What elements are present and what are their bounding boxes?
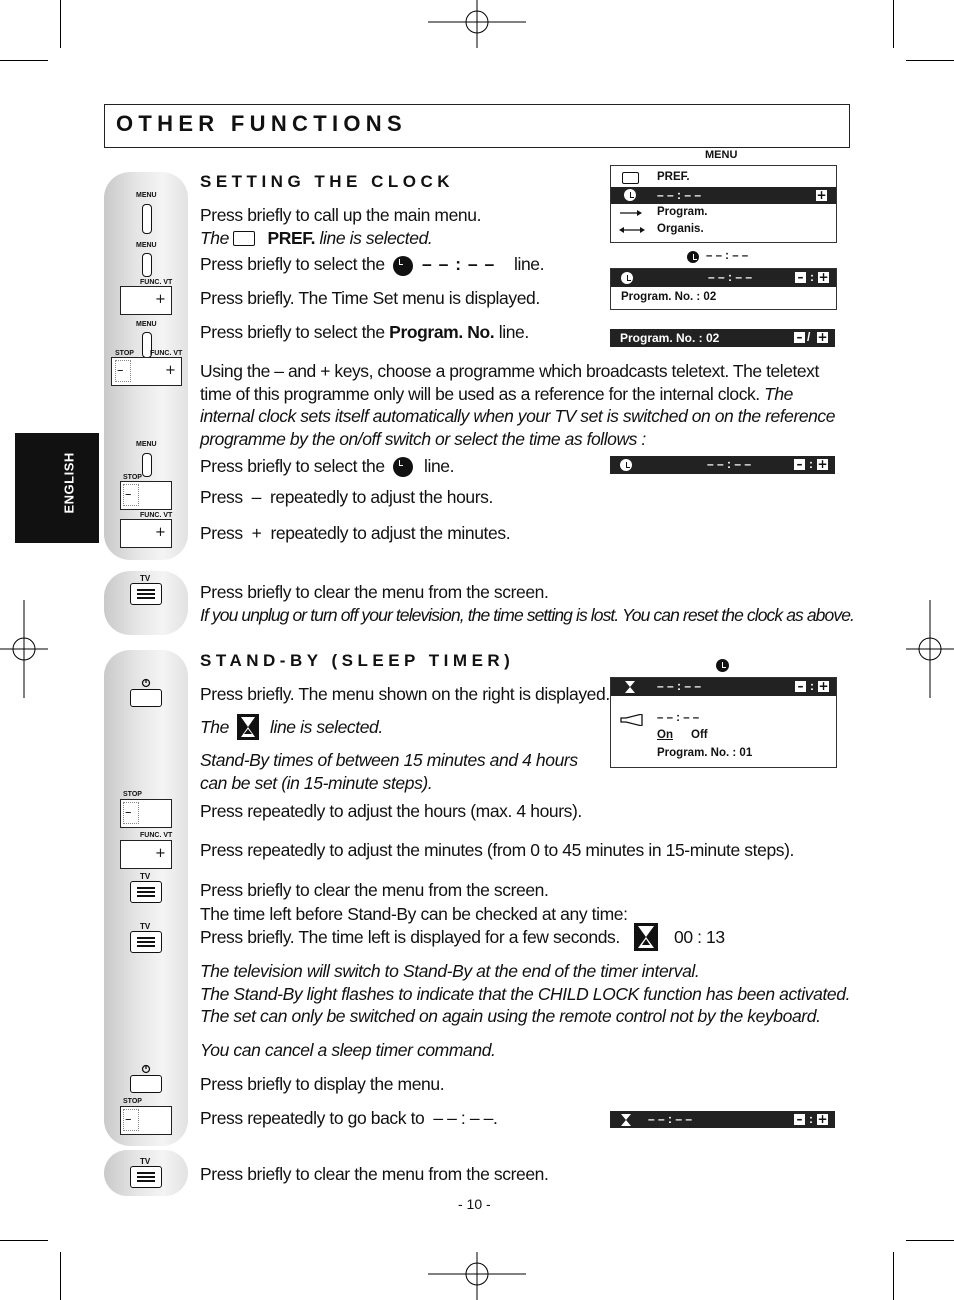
osd-time-bar[interactable]: [610, 456, 835, 474]
stop-label: STOP: [123, 474, 142, 481]
func-vt-label: FUNC. VT: [140, 512, 173, 519]
standby-step-6: The time left before Stand-By can be checked at any time:: [200, 904, 628, 924]
plus-key[interactable]: +: [120, 519, 172, 548]
clock-step-4: Press briefly. The Time Set menu is displayed.: [200, 288, 540, 308]
menu-key-label: MENU: [136, 242, 157, 249]
standby-italic-3: The set can only be switched on again using the remote control not by the keyboard.: [200, 1006, 821, 1026]
osd-main-menu: [610, 165, 837, 243]
time-reset-value: – – : – –.: [433, 1108, 498, 1128]
menu-key[interactable]: [142, 453, 152, 477]
func-vt-label: FUNC. VT: [140, 832, 173, 839]
text-span: repeatedly to adjust the hours.: [269, 487, 493, 507]
clock-step-8: [200, 522, 510, 545]
menu-key[interactable]: [142, 253, 152, 277]
osd-organis: Organis.: [657, 223, 704, 235]
line-word: line.: [514, 254, 545, 274]
menu-key-label: MENU: [136, 441, 157, 448]
clock-step-9: Press briefly to clear the menu from the screen.: [200, 582, 549, 602]
osd-time: – – : – –: [657, 679, 702, 693]
func-vt-label: FUNC. VT: [140, 279, 173, 286]
plus-key[interactable]: +: [120, 286, 172, 315]
osd-program-no: Program. No. : 01: [657, 747, 753, 759]
clock-icon: [687, 251, 699, 263]
tv-key[interactable]: [130, 583, 162, 605]
clock-step-6: Press briefly to select the: [200, 456, 385, 476]
standby-note-a: Stand-By times of between 15 minutes and 4 hours: [200, 750, 578, 770]
osd-program-no: Program. No. : 02: [620, 331, 720, 345]
standby-key[interactable]: [130, 689, 162, 707]
plus-icon: +: [816, 188, 827, 202]
hourglass-icon: [624, 680, 636, 694]
minus-key[interactable]: –: [120, 1106, 172, 1135]
osd-sleep-menu: [610, 677, 837, 768]
osd-program: Program.: [657, 206, 708, 218]
crop-mark: [893, 1252, 894, 1300]
osd-time-title: – – : – –: [706, 250, 749, 262]
osd-time: – – : – –: [708, 270, 753, 284]
osd-program-no: Program. No. : 02: [621, 291, 717, 303]
hourglass-icon: [620, 1113, 632, 1127]
plus-icon: +: [818, 679, 829, 693]
standby-step-8: Press briefly to display the menu.: [200, 1074, 445, 1094]
registration-mark-bottom: [428, 1252, 526, 1300]
plus-key[interactable]: +: [120, 840, 172, 869]
func-vt-label: FUNC. VT: [150, 350, 183, 357]
power-icon: [141, 1064, 151, 1074]
tv-key[interactable]: [130, 881, 162, 903]
osd-time-menu: [610, 268, 837, 310]
standby-italic-4: You can cancel a sleep timer command.: [200, 1040, 496, 1060]
standby-step-3: Press repeatedly to adjust the hours (max. 4 hours).: [200, 801, 582, 821]
menu-key-label: MENU: [136, 321, 157, 328]
clock-step-3: [200, 253, 385, 276]
colon: :: [809, 457, 813, 471]
osd-time: – – : – –: [657, 712, 700, 724]
text-span: Press briefly to select the: [200, 322, 385, 342]
osd-sleep-bar[interactable]: [610, 1111, 835, 1128]
clock-note: If you unplug or turn off your television, the time setting is lost. You can reset the clock as above.: [200, 605, 854, 625]
crop-mark: [0, 1240, 48, 1241]
clock-icon: [620, 459, 632, 471]
crop-mark: [60, 1252, 61, 1300]
line-selected: line is selected.: [270, 717, 383, 737]
stop-label: STOP: [123, 1098, 142, 1105]
text-span: Press repeatedly to go back to: [200, 1108, 425, 1128]
colon: :: [810, 679, 814, 693]
page-title: OTHER FUNCTIONS: [116, 111, 407, 136]
time-line-label: – – : – –: [422, 254, 496, 274]
time-left-value: 00 : 13: [674, 927, 725, 947]
arrow-right-icon: [619, 208, 645, 218]
menu-key-label: MENU: [136, 192, 157, 199]
minus-key[interactable]: –: [120, 799, 172, 828]
minus-icon: –: [794, 1114, 805, 1125]
text-span: line is selected.: [319, 228, 433, 248]
standby-italic-1: The television will switch to Stand-By at the end of the timer interval.: [200, 961, 700, 981]
registration-mark-left: [0, 600, 48, 698]
crop-mark: [0, 60, 48, 61]
clock-icon: [621, 272, 633, 284]
osd-time: – – : – –: [648, 1112, 693, 1126]
clock-icon: [393, 256, 413, 276]
standby-step-2: The: [200, 717, 229, 737]
standby-step-9: [200, 1107, 497, 1130]
osd-time-row-selected[interactable]: [611, 187, 836, 204]
clock-step-2: [200, 227, 432, 250]
tv-key-label: TV: [140, 872, 151, 881]
standby-step-5: Press briefly to clear the menu from the screen.: [200, 880, 549, 900]
section-heading-standby: STAND-BY (SLEEP TIMER): [200, 651, 515, 670]
osd-program-no-bar[interactable]: [610, 329, 835, 347]
plus-icon: +: [817, 1112, 828, 1126]
text-span: Press: [200, 487, 243, 507]
clock-step-7: [200, 486, 493, 509]
tv-key-label: TV: [140, 574, 151, 583]
standby-note-b: can be set (in 15-minute steps).: [200, 773, 433, 793]
minus-icon: –: [795, 681, 806, 692]
stop-label: STOP: [115, 350, 134, 357]
registration-mark-top: [428, 0, 526, 48]
stop-label: STOP: [123, 791, 142, 798]
clock-icon: [393, 457, 413, 477]
minus-icon: –: [794, 459, 805, 470]
clock-step-5: [200, 321, 529, 344]
osd-on[interactable]: On: [657, 729, 673, 741]
standby-key[interactable]: [130, 1075, 162, 1093]
tv-key[interactable]: [130, 1166, 162, 1188]
osd-time: – – : – –: [707, 457, 752, 471]
page-number: - 10 -: [458, 1196, 491, 1212]
registration-mark-right: [906, 600, 954, 698]
osd-off[interactable]: Off: [691, 729, 708, 741]
plus-icon: +: [818, 270, 829, 284]
text-span: Press briefly to select the: [200, 254, 385, 274]
text-span: The: [200, 228, 229, 248]
text-span: The internal clock sets itself automatically when your TV set is switched on on the reference programme by the on/off switch or select the time as follows :: [200, 383, 835, 450]
standby-step-4: Press repeatedly to adjust the minutes (from 0 to 45 minutes in 15-minute steps).: [200, 840, 795, 860]
hourglass-icon: [634, 923, 658, 951]
minus-key[interactable]: –: [120, 481, 172, 510]
standby-step-1: Press briefly. The menu shown on the right is displayed.: [200, 684, 610, 704]
clock-icon: [624, 189, 636, 201]
standby-step-7: Press briefly. The time left is displayed for a few seconds.: [200, 927, 620, 947]
osd-time-row-selected[interactable]: [611, 269, 836, 287]
tv-screen-icon: [233, 231, 255, 246]
text-span: Press: [200, 523, 243, 543]
plus-key-ref: +: [251, 523, 262, 543]
crop-mark: [906, 60, 954, 61]
colon: :: [810, 270, 814, 284]
tv-key[interactable]: [130, 931, 162, 953]
minus-key-ref: –: [251, 487, 262, 507]
osd-menu-title: MENU: [705, 149, 738, 161]
menu-key[interactable]: [142, 204, 152, 234]
clock-icon: [716, 659, 729, 672]
plus-icon: +: [817, 457, 828, 471]
standby-step-10: Press briefly to clear the menu from the screen.: [200, 1164, 549, 1184]
clock-paragraph: [200, 360, 850, 451]
tv-screen-icon: [622, 172, 639, 184]
minus-icon: –: [794, 332, 805, 343]
language-tab-label: ENGLISH: [61, 452, 77, 514]
minus-icon: –: [795, 272, 806, 283]
pref-label: PREF.: [267, 228, 316, 248]
tv-key-label: TV: [140, 1157, 151, 1166]
arrows-both-icon: [619, 225, 645, 235]
osd-time: – – : – –: [657, 188, 702, 202]
line-word: line.: [424, 456, 455, 476]
minus-plus-key[interactable]: – +: [111, 357, 182, 386]
text-span: repeatedly to adjust the minutes.: [270, 523, 511, 543]
osd-pref: PREF.: [657, 171, 690, 183]
horn-icon: [620, 714, 644, 726]
crop-mark: [906, 1240, 954, 1241]
clock-step-1: Press briefly to call up the main menu.: [200, 205, 482, 225]
power-icon: [141, 678, 151, 688]
hourglass-icon: [237, 714, 259, 740]
osd-sleep-row-selected[interactable]: [611, 678, 836, 696]
crop-mark: [60, 0, 61, 48]
plus-icon: +: [817, 330, 828, 344]
standby-italic-2: The Stand-By light flashes to indicate that the CHILD LOCK function has been activated.: [200, 984, 851, 1004]
slash: /: [807, 330, 811, 344]
colon: :: [809, 1112, 813, 1126]
text-span: Using the – and + keys, choose a programme which broadcasts teletext. The teletext time of this programme only will be used as a reference for the internal clock.: [200, 361, 819, 404]
program-no-label: Program. No.: [389, 322, 495, 342]
text-span: line.: [498, 322, 529, 342]
language-tab: [15, 433, 99, 543]
tv-key-label: TV: [140, 922, 151, 931]
section-heading-clock: SETTING THE CLOCK: [200, 172, 455, 191]
crop-mark: [893, 0, 894, 48]
